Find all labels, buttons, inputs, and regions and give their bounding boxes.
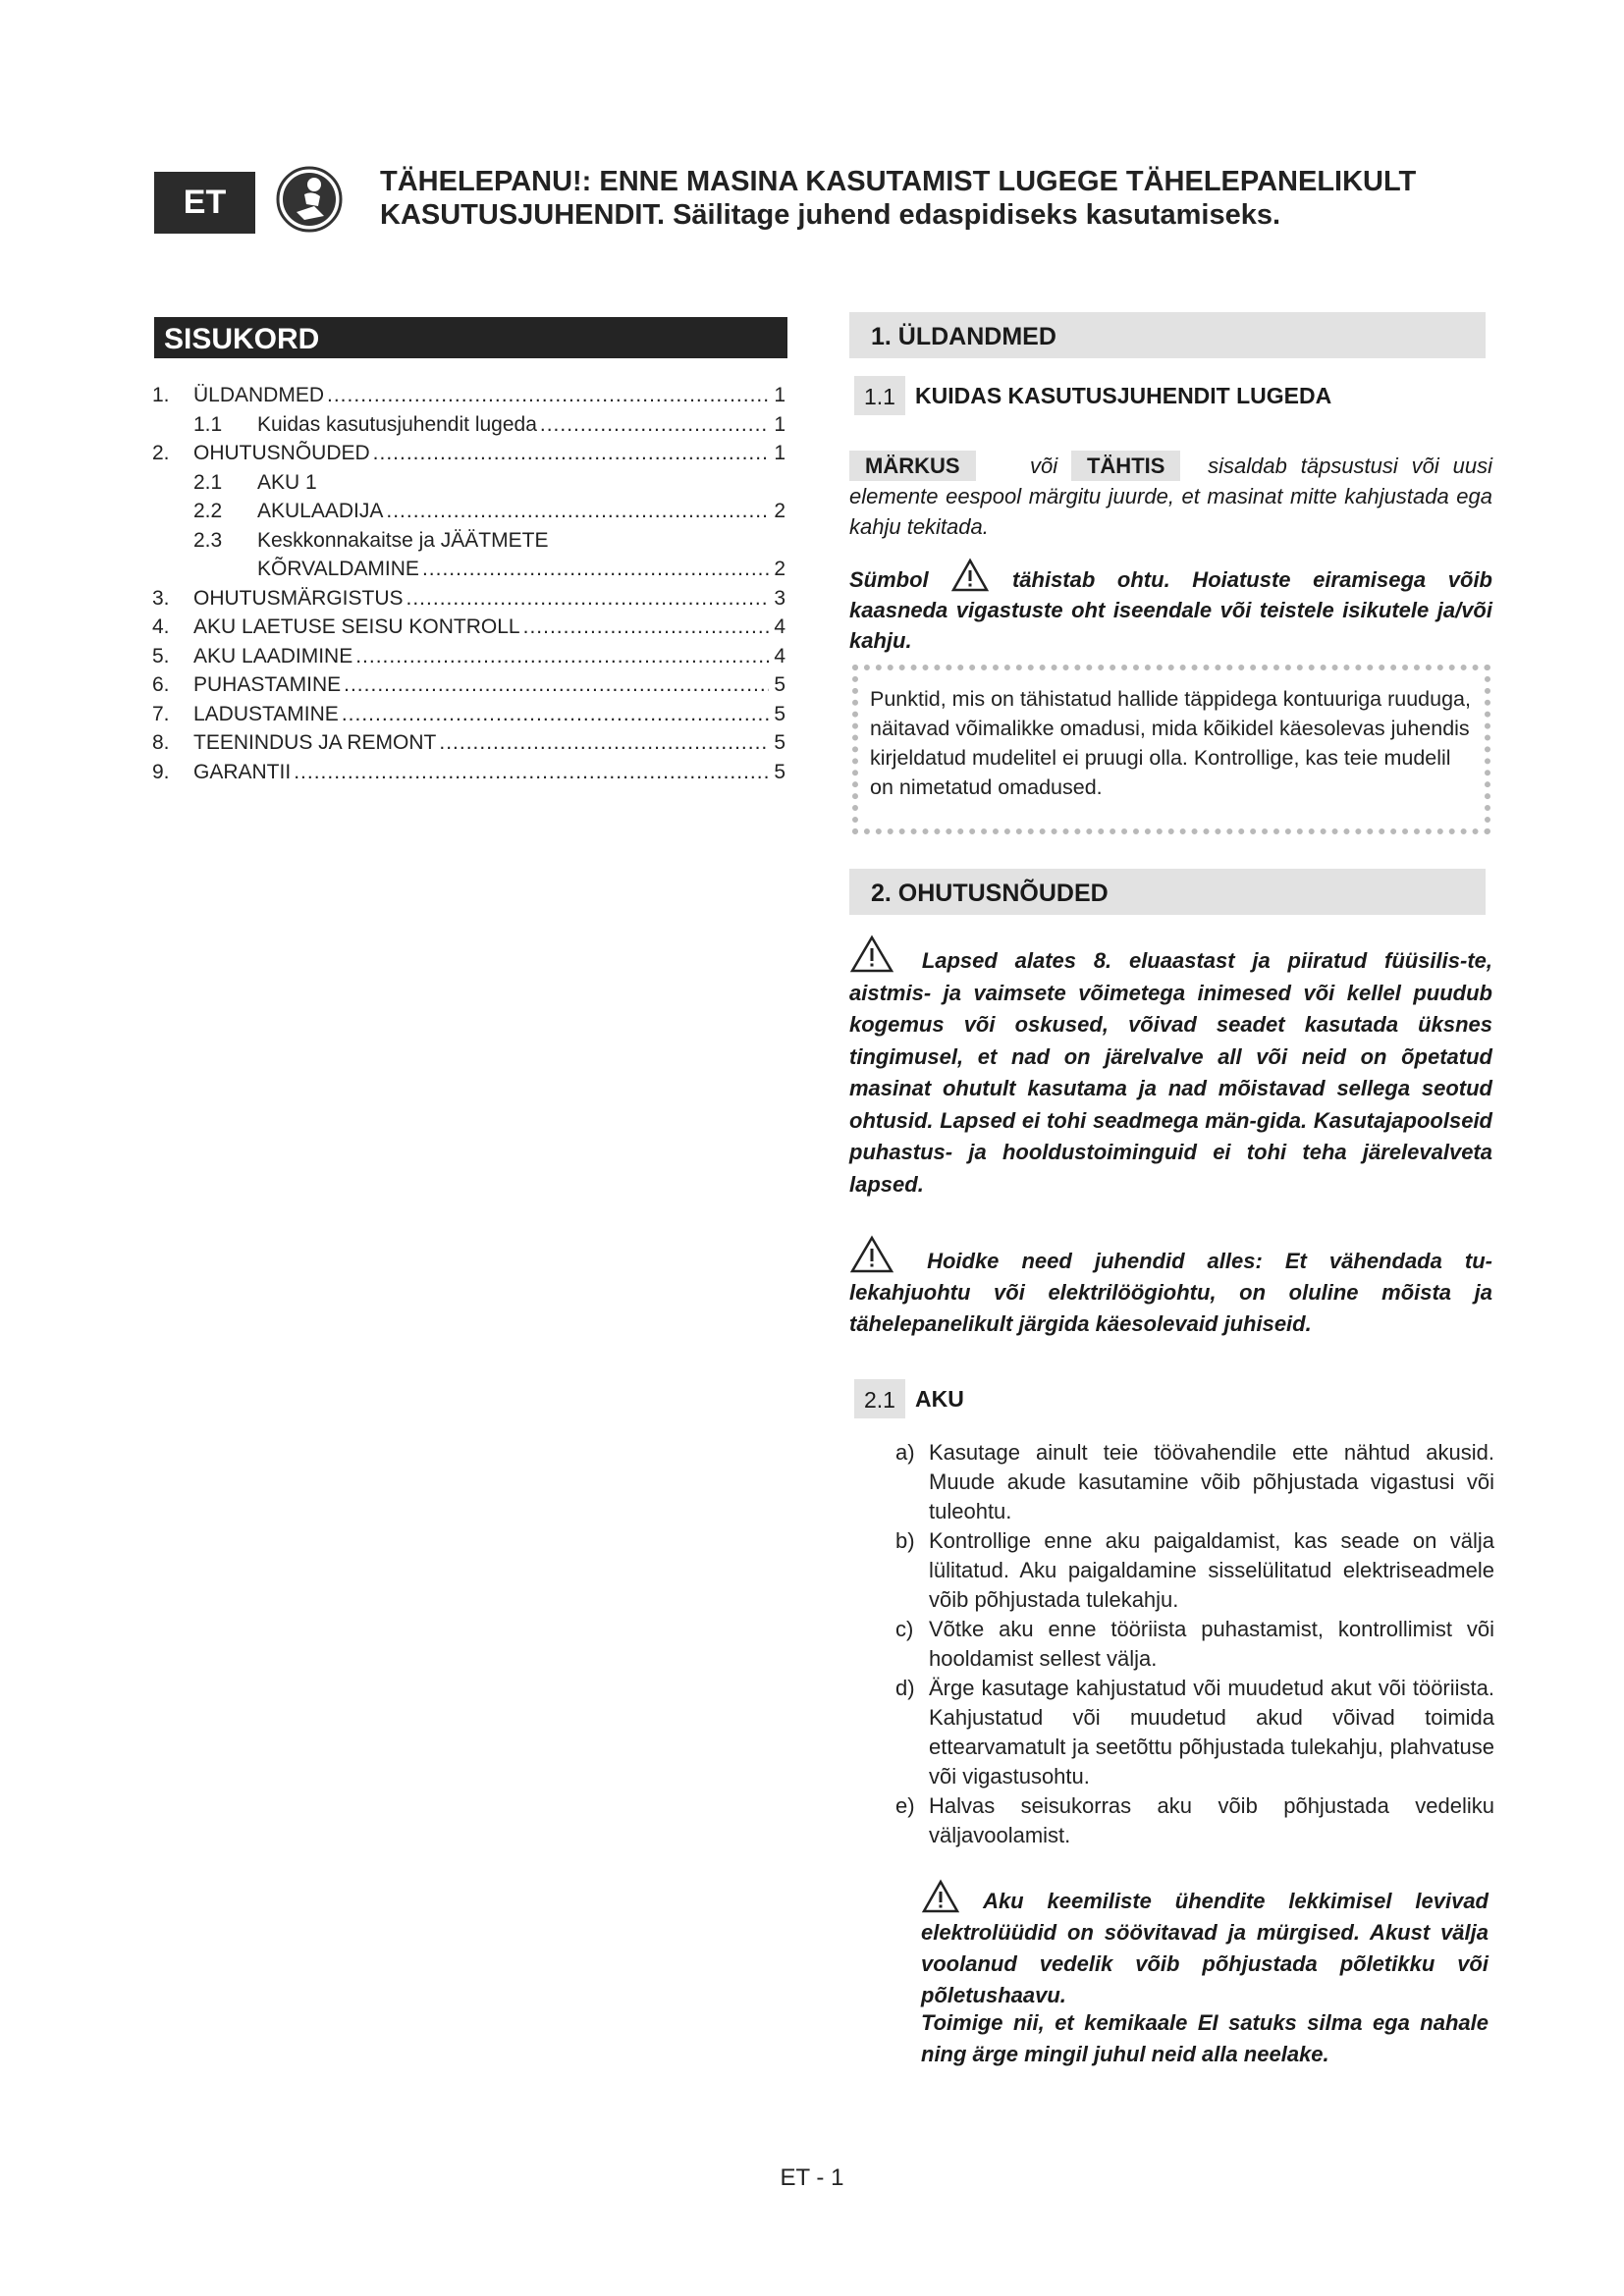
toc-text: KÕRVALDAMINE bbox=[257, 558, 419, 580]
toc-text: AKU 1 bbox=[257, 470, 317, 494]
read-manual-icon bbox=[275, 165, 344, 234]
list-marker: d) bbox=[895, 1676, 915, 1700]
toc-leader bbox=[342, 700, 769, 729]
optional-features-text: Punktid, mis on tähistatud hallide täppidega kontuuriga ruuduga, näitavad võimalikke omadusi, mida kõikidel käesolevas juhendis kirjeldatud mudelitel ei pruugi olla. Kontrollige, kas teie mudelil on nimetatud omadused. bbox=[870, 687, 1471, 799]
toc-number: 5. bbox=[152, 644, 170, 667]
toc-row[interactable] bbox=[152, 758, 785, 787]
toc-text: Keskkonnakaitse ja JÄÄTMETE bbox=[257, 528, 549, 552]
toc-page: 4 bbox=[774, 644, 785, 667]
subsection-title: AKU bbox=[914, 1385, 964, 1412]
note-or: või bbox=[1030, 454, 1058, 478]
children-warning bbox=[849, 934, 1492, 1201]
subsection-number: 1.1 bbox=[854, 376, 905, 415]
toc-leader bbox=[344, 670, 769, 700]
toc-number: 8. bbox=[152, 731, 170, 754]
list-item bbox=[895, 1438, 1494, 1526]
chemicals-warning bbox=[921, 2007, 1489, 2070]
toc-text: AKULAADIJA bbox=[257, 500, 384, 522]
toc-number: 2.1 bbox=[193, 470, 223, 494]
toc-page: 3 bbox=[774, 586, 785, 610]
toc-row[interactable] bbox=[152, 555, 785, 584]
table-of-contents bbox=[152, 381, 785, 786]
battery-rules-list bbox=[895, 1438, 1494, 1850]
toc-leader bbox=[386, 497, 769, 526]
warning-triangle-icon bbox=[950, 558, 990, 593]
toc-text: LADUSTAMINE bbox=[193, 702, 339, 725]
list-item bbox=[895, 1791, 1494, 1850]
toc-page: 1 bbox=[774, 412, 785, 436]
subsection-number: 2.1 bbox=[854, 1379, 905, 1418]
toc-leader bbox=[406, 584, 769, 614]
list-item bbox=[895, 1526, 1494, 1615]
toc-title: SISUKORD bbox=[154, 317, 787, 358]
subsection-heading-how-to-read bbox=[854, 376, 1331, 415]
toc-number: 1. bbox=[152, 384, 170, 406]
list-text: Ärge kasutage kahjustatud või muudetud akut või tööriista. Kahjustatud või muudetud akud võivad toimida ettearvamatult ja seetõttu põhjustada tulekahju, plahvatuse või vigastusohtu. bbox=[929, 1676, 1494, 1789]
toc-row[interactable] bbox=[152, 526, 785, 556]
header-warning-line1: TÄHELEPANU!: ENNE MASINA KASUTAMIST LUGEGE TÄHELEPANELIKULT bbox=[380, 166, 1417, 197]
important-tag: TÄHTIS bbox=[1071, 451, 1180, 481]
toc-row[interactable] bbox=[152, 670, 785, 700]
toc-row[interactable] bbox=[152, 439, 785, 468]
section-heading-general: 1. ÜLDANDMED bbox=[849, 312, 1486, 358]
warning-triangle-icon bbox=[849, 1235, 894, 1274]
header-warning-line2: KASUTUSJUHENDIT. Säilitage juhend edaspidiseks kasutamiseks. bbox=[380, 199, 1281, 231]
toc-leader bbox=[422, 555, 769, 584]
note-text: sisaldab täpsustusi või uusi elemente eespool märgitu juurde, et masinat mitte kahjustada ega kahju tekitada. bbox=[849, 454, 1492, 539]
toc-leader bbox=[294, 758, 769, 787]
toc-text: OHUTUSNÕUDED bbox=[193, 442, 370, 464]
toc-text: PUHASTAMINE bbox=[193, 673, 342, 696]
list-item bbox=[895, 1674, 1494, 1791]
list-marker: a) bbox=[895, 1440, 915, 1465]
toc-number: 2.2 bbox=[193, 500, 223, 522]
toc-page: 4 bbox=[774, 615, 785, 638]
toc-page: 2 bbox=[774, 500, 785, 522]
toc-number: 2. bbox=[152, 442, 170, 464]
toc-leader bbox=[327, 381, 769, 410]
electrolyte-warning-text: Aku keemiliste ühendite lekkimisel levivad elektrolüüdid on söövitavad ja mürgised. Akust välja voolanud vedelik võib põhjustada põletikku või põletushaavu. bbox=[921, 1889, 1489, 2007]
toc-number: 7. bbox=[152, 702, 170, 725]
toc-text: OHUTUSMÄRGISTUS bbox=[193, 586, 404, 610]
toc-page: 1 bbox=[774, 442, 785, 464]
children-warning-text: Lapsed alates 8. eluaastast ja piiratud füüsilis-te, aistmis- ja vaimsete võimetega inimesed või kellel puudub kogemus või oskused, võivad seadet kasutada üksnes tingimusel, et nad on järelvalve all või neid on õpetatud masinat ohutult kasutama ja nad mõistavad sellega seotud ohtusid. Lapsed ei tohi seadmega män-gida. Kasutajapoolseid puhastus- ja hooldustoiminguid ei tohi teha järelevalveta lapsed. bbox=[849, 948, 1492, 1197]
subsection-heading-battery bbox=[854, 1379, 964, 1418]
toc-row[interactable] bbox=[152, 497, 785, 526]
toc-row[interactable] bbox=[152, 584, 785, 614]
symbol-text: tähistab ohtu. Hoiatuste eiramisega võib kaasneda vigastuste oht iseendale või teistele isikutele ja/või kahju. bbox=[849, 567, 1492, 653]
toc-page: 2 bbox=[774, 558, 785, 580]
toc-page: 5 bbox=[774, 673, 785, 696]
toc-row[interactable] bbox=[152, 410, 785, 440]
note-tag: MÄRKUS bbox=[849, 451, 976, 481]
electrolyte-warning bbox=[921, 1879, 1489, 2011]
toc-text: GARANTII bbox=[193, 760, 292, 783]
toc-page: 5 bbox=[774, 731, 785, 754]
list-marker: c) bbox=[895, 1617, 914, 1641]
chemicals-warning-text: Toimige nii, et kemikaale EI satuks silma ega nahale ning ärge mingil juhul neid alla neelake. bbox=[921, 2010, 1489, 2066]
toc-number: 9. bbox=[152, 760, 170, 783]
list-text: Võtke aku enne tööriista puhastamist, kontrollimist või hooldamist sellest välja. bbox=[929, 1617, 1494, 1671]
toc-text: ÜLDANDMED bbox=[193, 384, 325, 406]
toc-text: AKU LAETUSE SEISU KONTROLL bbox=[193, 615, 520, 638]
keep-instructions-warning bbox=[849, 1235, 1492, 1340]
list-text: Halvas seisukorras aku võib põhjustada vedeliku väljavoolamist. bbox=[929, 1793, 1494, 1847]
list-marker: e) bbox=[895, 1793, 915, 1818]
toc-leader bbox=[523, 613, 769, 642]
toc-page: 5 bbox=[774, 760, 785, 783]
list-text: Kontrollige enne aku paigaldamist, kas seade on välja lülitatud. Aku paigaldamine sisselülitatud elektriseadmele võib põhjustada tulekahju. bbox=[929, 1528, 1494, 1612]
toc-row[interactable] bbox=[152, 613, 785, 642]
note-paragraph bbox=[849, 451, 1492, 542]
optional-features-box bbox=[852, 665, 1490, 834]
header-warning bbox=[380, 165, 1509, 232]
toc-text: Kuidas kasutusjuhendit lugeda bbox=[257, 412, 537, 436]
toc-row[interactable] bbox=[152, 728, 785, 758]
keep-instructions-text: Hoidke need juhendid alles: Et vähendada tu-lekahjuohtu või elektrilöögiohtu, on oluline mõista ja tähelepanelikult järgida käesolevaid juhiseid. bbox=[849, 1249, 1492, 1336]
toc-number: 3. bbox=[152, 586, 170, 610]
toc-number: 1.1 bbox=[193, 412, 223, 436]
symbol-prefix: Sümbol bbox=[849, 567, 929, 592]
toc-leader bbox=[373, 439, 769, 468]
section-heading-safety: 2. OHUTUSNÕUDED bbox=[849, 869, 1486, 915]
subsection-title: KUIDAS KASUTUSJUHENDIT LUGEDA bbox=[914, 382, 1332, 408]
toc-number: 4. bbox=[152, 615, 170, 638]
list-marker: b) bbox=[895, 1528, 915, 1553]
list-item bbox=[895, 1615, 1494, 1674]
toc-row[interactable] bbox=[152, 381, 785, 410]
toc-number: 6. bbox=[152, 673, 170, 696]
toc-number: 2.3 bbox=[193, 528, 223, 552]
warning-triangle-icon bbox=[849, 934, 894, 974]
toc-row[interactable] bbox=[152, 700, 785, 729]
language-badge: ET bbox=[154, 172, 255, 234]
toc-text: AKU LAADIMINE bbox=[193, 644, 353, 667]
symbol-paragraph bbox=[849, 558, 1492, 656]
toc-text: TEENINDUS JA REMONT bbox=[193, 731, 437, 754]
toc-page: 1 bbox=[774, 384, 785, 406]
list-text: Kasutage ainult teie töövahendile ette nähtud akusid. Muude akude kasutamine võib põhjustada vigastusi või tuleohtu. bbox=[929, 1440, 1494, 1523]
toc-leader bbox=[355, 642, 769, 671]
warning-triangle-icon bbox=[921, 1879, 960, 1914]
toc-row[interactable] bbox=[152, 642, 785, 671]
page-number: ET - 1 bbox=[780, 2164, 844, 2191]
toc-leader bbox=[439, 728, 769, 758]
toc-leader bbox=[540, 410, 769, 440]
toc-row[interactable] bbox=[152, 468, 785, 498]
toc-page: 5 bbox=[774, 702, 785, 725]
